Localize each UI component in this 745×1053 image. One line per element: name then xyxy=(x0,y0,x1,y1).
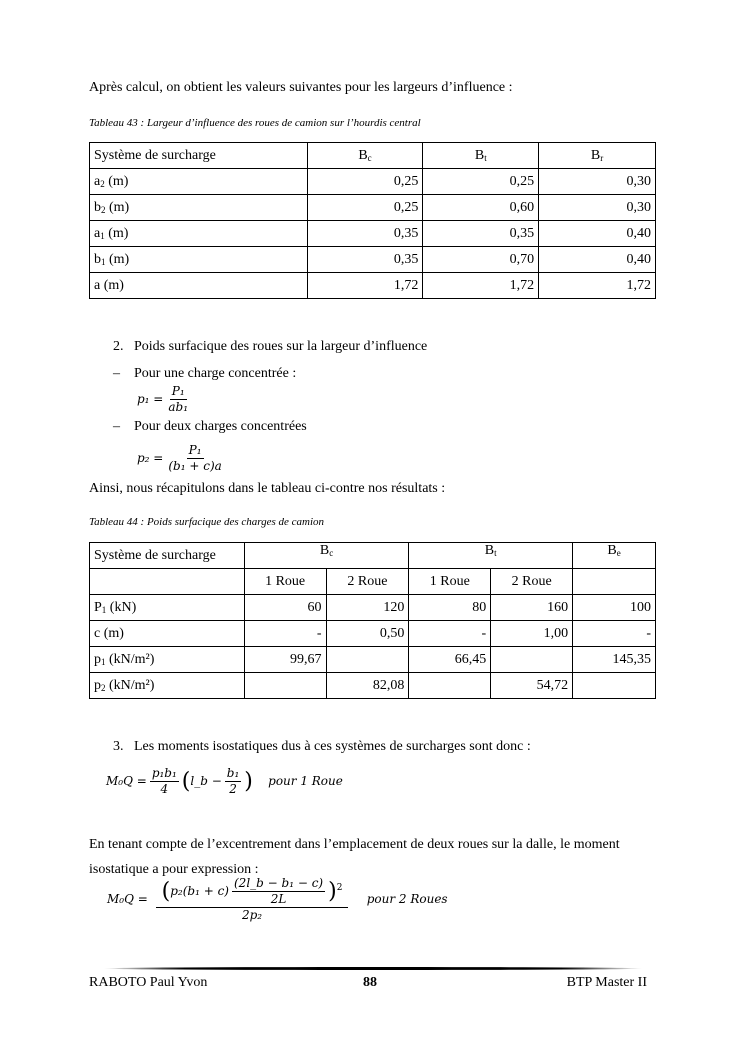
row-label: $P_1$ (kN) xyxy=(90,595,245,621)
value-cell xyxy=(244,673,326,699)
header-cell: $B_c$ xyxy=(244,543,409,569)
header-cell: 2 Roue xyxy=(326,569,409,595)
value-cell: 100 xyxy=(573,595,656,621)
table-row xyxy=(90,247,656,273)
value-cell xyxy=(326,647,409,673)
formula-p2: p₂ = $\frac{\text{P₁}}{\text{(b₁ + c)a}}$ xyxy=(137,443,222,473)
footer-program: BTP Master II xyxy=(566,975,647,990)
value-cell: 54,72 xyxy=(491,673,573,699)
row-label: c (m) xyxy=(90,621,245,647)
paragraph-line2: isostatique a pour expression : xyxy=(89,862,259,877)
formula-m0q-1-roue: M₀Q = $\frac{\text{p₁b₁}}{4}$ (l_b − $\frac{\text{b₁}}{2}$ ) pour 1 Roue xyxy=(106,766,343,796)
value-cell: 99,67 xyxy=(244,647,326,673)
table-header-row xyxy=(90,543,656,569)
bullet-double-load: – Pour deux charges concentrées xyxy=(113,419,307,434)
value-cell: 0,60 xyxy=(423,195,539,221)
value-cell xyxy=(409,673,491,699)
row-label: $b_1$ (m) xyxy=(90,247,308,273)
value-cell: - xyxy=(244,621,326,647)
formula-m0q-2-roues: M₀Q = (p₂(b₁ + c) $\frac{\text{(2l\_b − b₁ − c)}}{2L}$ )$^2$ 2p₂ pour 2 Roues xyxy=(107,876,448,922)
value-cell xyxy=(573,673,656,699)
value-cell: 60 xyxy=(244,595,326,621)
paragraph-line1: En tenant compte de l’excentrement dans l’emplacement de deux roues sur la dalle, le moment xyxy=(89,837,620,852)
value-cell: 0,40 xyxy=(539,247,656,273)
table43-caption: Tableau 43 : Largeur d’influence des roues de camion sur l’hourdis central xyxy=(89,117,421,129)
table-row xyxy=(90,647,656,673)
table-row xyxy=(90,673,656,699)
header-cell: Système de surcharge xyxy=(90,143,308,169)
summary-text: Ainsi, nous récapitulons dans le tableau ci-contre nos résultats : xyxy=(89,481,446,496)
table-row xyxy=(90,169,656,195)
bullet-single-load: – Pour une charge concentrée : xyxy=(113,366,297,381)
section3-heading: 3. Les moments isostatiques dus à ces systèmes de surcharges sont donc : xyxy=(113,739,531,754)
header-cell: Système de surcharge xyxy=(90,543,245,569)
value-cell: 82,08 xyxy=(326,673,409,699)
value-cell: 0,35 xyxy=(307,221,423,247)
value-cell: 0,25 xyxy=(423,169,539,195)
value-cell: - xyxy=(573,621,656,647)
footer-divider xyxy=(103,967,643,970)
table-subheader-row xyxy=(90,569,656,595)
table-header-row xyxy=(90,143,656,169)
header-cell xyxy=(573,569,656,595)
value-cell: 0,35 xyxy=(423,221,539,247)
row-label: $a_2$ (m) xyxy=(90,169,308,195)
value-cell: 145,35 xyxy=(573,647,656,673)
table43 xyxy=(89,142,656,299)
value-cell: 0,25 xyxy=(307,169,423,195)
value-cell: 0,35 xyxy=(307,247,423,273)
value-cell: 160 xyxy=(491,595,573,621)
section2-heading: 2. Poids surfacique des roues sur la largeur d’influence xyxy=(113,339,428,354)
value-cell: 80 xyxy=(409,595,491,621)
value-cell: 0,25 xyxy=(307,195,423,221)
header-cell xyxy=(90,569,245,595)
table44-caption: Tableau 44 : Poids surfacique des charges de camion xyxy=(89,516,325,528)
table-row xyxy=(90,195,656,221)
value-cell: 0,40 xyxy=(539,221,656,247)
value-cell: 0,70 xyxy=(423,247,539,273)
table-row xyxy=(90,621,656,647)
value-cell: 1,72 xyxy=(539,273,656,299)
footer-author: RABOTO Paul Yvon xyxy=(89,975,208,990)
table-row xyxy=(90,273,656,299)
header-cell: $B_t$ xyxy=(423,143,539,169)
row-label: $p_2$ (kN/m²) xyxy=(90,673,245,699)
value-cell: 1,72 xyxy=(307,273,423,299)
header-cell: $B_c$ xyxy=(307,143,423,169)
value-cell xyxy=(491,647,573,673)
value-cell: 0,30 xyxy=(539,169,656,195)
row-label: $p_1$ (kN/m²) xyxy=(90,647,245,673)
row-label: $a_1$ (m) xyxy=(90,221,308,247)
header-cell: $B_r$ xyxy=(539,143,656,169)
page-number: 88 xyxy=(363,975,377,990)
header-cell: 1 Roue xyxy=(244,569,326,595)
value-cell: 1,72 xyxy=(423,273,539,299)
header-cell: 2 Roue xyxy=(491,569,573,595)
value-cell: - xyxy=(409,621,491,647)
row-label: a (m) xyxy=(90,273,308,299)
value-cell: 66,45 xyxy=(409,647,491,673)
header-cell: 1 Roue xyxy=(409,569,491,595)
value-cell: 0,50 xyxy=(326,621,409,647)
value-cell: 0,30 xyxy=(539,195,656,221)
value-cell: 1,00 xyxy=(491,621,573,647)
formula-p1: p₁ = $\frac{\text{P₁}}{\text{ab₁}}$ xyxy=(137,384,189,414)
row-label: $b_2$ (m) xyxy=(90,195,308,221)
table-row xyxy=(90,221,656,247)
intro-text: Après calcul, on obtient les valeurs suivantes pour les largeurs d’influence : xyxy=(89,80,513,95)
table44 xyxy=(89,542,656,699)
table-row xyxy=(90,595,656,621)
header-cell: $B_t$ xyxy=(409,543,573,569)
value-cell: 120 xyxy=(326,595,409,621)
header-cell: $B_e$ xyxy=(573,543,656,569)
